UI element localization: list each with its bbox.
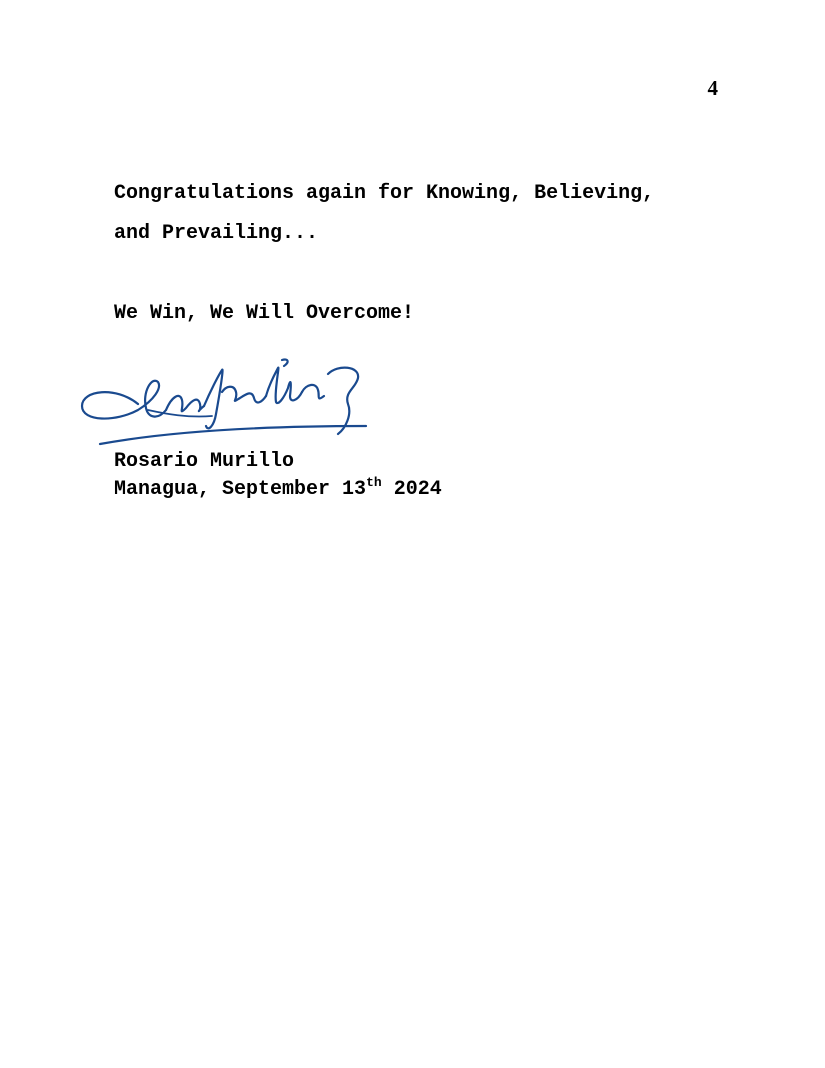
date-prefix: September 13	[222, 478, 367, 501]
signature-block	[114, 448, 442, 504]
year: 2024	[393, 478, 442, 501]
page-number: 4	[707, 76, 718, 100]
date-ordinal-suffix: th	[366, 475, 382, 490]
place-and-date	[114, 475, 442, 501]
signatory-name: Rosario Murillo	[114, 450, 295, 473]
closing-line-2: and Prevailing...	[114, 222, 319, 245]
place: Managua,	[114, 478, 211, 501]
slogan: We Win, We Will Overcome!	[114, 302, 415, 325]
closing-paragraph	[114, 174, 654, 254]
closing-line-1: Congratulations again for Knowing, Believing,	[114, 182, 655, 205]
